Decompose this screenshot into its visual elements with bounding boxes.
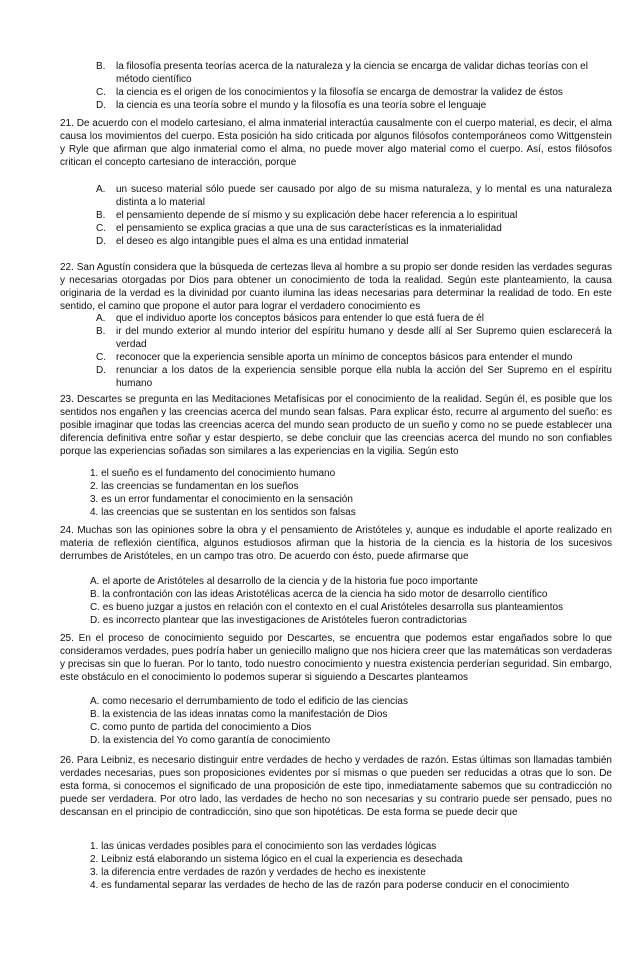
option-text: la filosofía presenta teorías acerca de la naturaleza y la ciencia se encarga de validar dichas teorías con el método científico: [116, 61, 588, 85]
option-d: D. la existencia del Yo como garantía de conocimiento: [90, 735, 331, 746]
question-22-options: [60, 312, 612, 390]
option-text: el deseo es algo intangible pues el alma es una entidad inmaterial: [116, 236, 409, 247]
option-2: 2. las creencias se fundamentan en los sueños: [90, 481, 299, 492]
question-21-options: [60, 183, 612, 248]
option-text: la ciencia es una teoría sobre el mundo y la filosofía es una teoría sobre el lenguaje: [116, 100, 487, 111]
option-text: el pensamiento se explica gracias a que una de sus características es la inmaterialidad: [116, 223, 502, 234]
option-3: 3. la diferencia entre verdades de razón y verdades de hecho es inexistente: [90, 867, 426, 878]
question-21-stem: 21. De acuerdo con el modelo cartesiano, el alma inmaterial interactúa causalmente con el cuerpo material, es decir, el alma causa los movimientos del cuerpo. Esta posición ha sido criticada por algunos filósofos contemporáneos como Wittgenstein y Ryle que afirman que algo inmaterial como el alma, no puede mover algo material como el cuerpo. Así, estos filósofos critican el concepto cartesiano de interacción, porque: [60, 118, 612, 168]
option-3: 3. es un error fundamentar el conocimiento en la sensación: [90, 494, 353, 505]
option-1: 1. las únicas verdades posibles para el conocimiento son las verdades lógicas: [90, 841, 437, 852]
option-c: C. como punto de partida del conocimiento a Dios: [90, 722, 312, 733]
question-23-stem: 23. Descartes se pregunta en las Meditaciones Metafísicas por el conocimiento de la realidad. Según él, es posible que los sentidos nos engañen y las creencias acerca del mundo sean falsas. Para explicar ésto, recurre al argumento del sueño: es posible imaginar que todas las creencias acerca del mundo sean producto de un sueño y como no se puede establecer una diferencia definitiva entre soñar y estar despierto, se debe concluir que las creencias acerca del mundo no son confiables porque las experiencias soñadas son similares a las experiencias en la vigilia. Según esto: [60, 394, 612, 457]
option-b: B. la filosofía presenta teorías acerca de la naturaleza y la ciencia se encarga de validar dichas teorías con el método científico: [96, 61, 588, 85]
question-26-options: [60, 840, 612, 892]
option-c: C. la ciencia es el origen de los conocimientos y la filosofía se encarga de demostrar la validez de éstos: [96, 87, 563, 98]
option-text: un suceso material sólo puede ser causado por algo de su misma naturaleza, y lo mental es una naturaleza distinta a lo material: [116, 184, 612, 208]
option-b: B. el pensamiento depende de sí mismo y su explicación debe hacer referencia a lo espiritual: [96, 210, 518, 221]
option-a: A. que el individuo aporte los conceptos básicos para entender lo que está fuera de él: [96, 313, 485, 324]
question-20-options: [60, 60, 612, 112]
option-c: C. reconocer que la experiencia sensible aporta un mínimo de conceptos básicos para entender el mundo: [96, 352, 573, 363]
question-24-options: [60, 575, 612, 627]
question-24-stem: 24. Muchas son las opiniones sobre la obra y el pensamiento de Aristóteles y, aunque es indudable el aporte realizado en materia de reflexión científica, algunos estudiosos afirman que la historia de la ciencia es la historia de los sucesivos derrumbes de Aristóteles, en un campo tras otro. De acuerdo con ésto, puede afirmarse que: [60, 525, 612, 562]
option-a: A. como necesario el derrumbamiento de todo el edificio de las ciencias: [90, 696, 408, 707]
option-d: D. la ciencia es una teoría sobre el mundo y la filosofía es una teoría sobre el lenguaje: [96, 100, 487, 111]
option-text: renunciar a los datos de la experiencia sensible porque ella nubla la acción del Ser Supremo en el espíritu humano: [116, 365, 612, 389]
option-c: C. el pensamiento se explica gracias a que una de sus características es la inmaterialidad: [96, 223, 502, 234]
option-text: el pensamiento depende de sí mismo y su explicación debe hacer referencia a lo espiritual: [116, 210, 518, 221]
question-26-stem: 26. Para Leibniz, es necesario distinguir entre verdades de hecho y verdades de razón. Estas últimas son llamadas también verdades necesarias, pues son proposiciones evidentes por sí mismas o que pueden ser reducidas a otras que lo son. De esta forma, si conocemos el significado de una proposición de este tipo, inmediatamente sabemos que su contradicción no puede ser verdadera. Por otro lado, las verdades de hecho no son necesarias y su contrario puede ser pensado, pues no descansan en el principio de contradicción, sino que son hipotéticas. De esta forma se puede decir que: [60, 755, 612, 818]
option-2: 2. Leibniz está elaborando un sistema lógico en el cual la experiencia es desechada: [90, 854, 463, 865]
option-a: A. un suceso material sólo puede ser causado por algo de su misma naturaleza, y lo mental es una naturaleza distinta a lo material: [96, 184, 612, 208]
question-25-options: [60, 695, 612, 747]
question-22-stem: 22. San Agustín considera que la búsqueda de certezas lleva al hombre a su propio ser donde residen las verdades seguras y necesarias otorgadas por Dios para obtener un conocimiento de toda la realidad. Según este planteamiento, la causa originaria de la verdad es la divinidad por cuanto ilumina las ideas necesarias para determinar la realidad de todo. En este sentido, el camino que propone el autor para lograr el verdadero conocimiento es: [60, 262, 612, 312]
option-c: C. es bueno juzgar a justos en relación con el contexto en el cual Aristóteles desarrolla sus planteamientos: [90, 602, 564, 613]
option-text: reconocer que la experiencia sensible aporta un mínimo de conceptos básicos para entender el mundo: [116, 352, 573, 363]
option-b: B. la existencia de las ideas innatas como la manifestación de Dios: [90, 709, 388, 720]
option-4: 4. las creencias que se sustentan en los sentidos son falsas: [90, 507, 356, 518]
option-d: D. el deseo es algo intangible pues el alma es una entidad inmaterial: [96, 236, 409, 247]
option-text: ir del mundo exterior al mundo interior del espíritu humano y desde allí al Ser Supremo quien esclarecerá la verdad: [116, 326, 612, 350]
option-d: D. es incorrecto plantear que las investigaciones de Aristóteles fueron contradictorias: [90, 615, 467, 626]
question-25-stem: 25. En el proceso de conocimiento seguido por Descartes, se encuentra que podemos estar engañados sobre lo que consideramos verdades, pues podría haber un geniecillo maligno que nos hiciera creer que las matemáticas son verdaderas y precisas sin que lo fueran. Por lo tanto, todo nuestro conocimiento y nuestra existencia perderían seguridad. Sin embargo, este obstáculo en el conocimiento lo podemos superar si siguiendo a Descartes planteamos: [60, 633, 612, 683]
option-a: A. el aporte de Aristóteles al desarrollo de la ciencia y de la historia fue poco importante: [90, 576, 478, 587]
option-1: 1. el sueño es el fundamento del conocimiento humano: [90, 468, 336, 479]
option-d: D. renunciar a los datos de la experiencia sensible porque ella nubla la acción del Ser Supremo en el espíritu humano: [96, 365, 612, 389]
option-text: que el individuo aporte los conceptos básicos para entender lo que está fuera de él: [116, 313, 485, 324]
option-text: la ciencia es el origen de los conocimientos y la filosofía se encarga de demostrar la validez de éstos: [116, 87, 563, 98]
question-23-options: [60, 467, 612, 519]
option-b: B. la confrontación con las ideas Aristotélicas acerca de la ciencia ha sido motor de desarrollo científico: [90, 589, 548, 600]
option-b: B. ir del mundo exterior al mundo interior del espíritu humano y desde allí al Ser Supremo quien esclarecerá la verdad: [96, 326, 612, 350]
option-4: 4. es fundamental separar las verdades de hecho de las de razón para poderse conducir en el conocimiento: [90, 880, 570, 891]
